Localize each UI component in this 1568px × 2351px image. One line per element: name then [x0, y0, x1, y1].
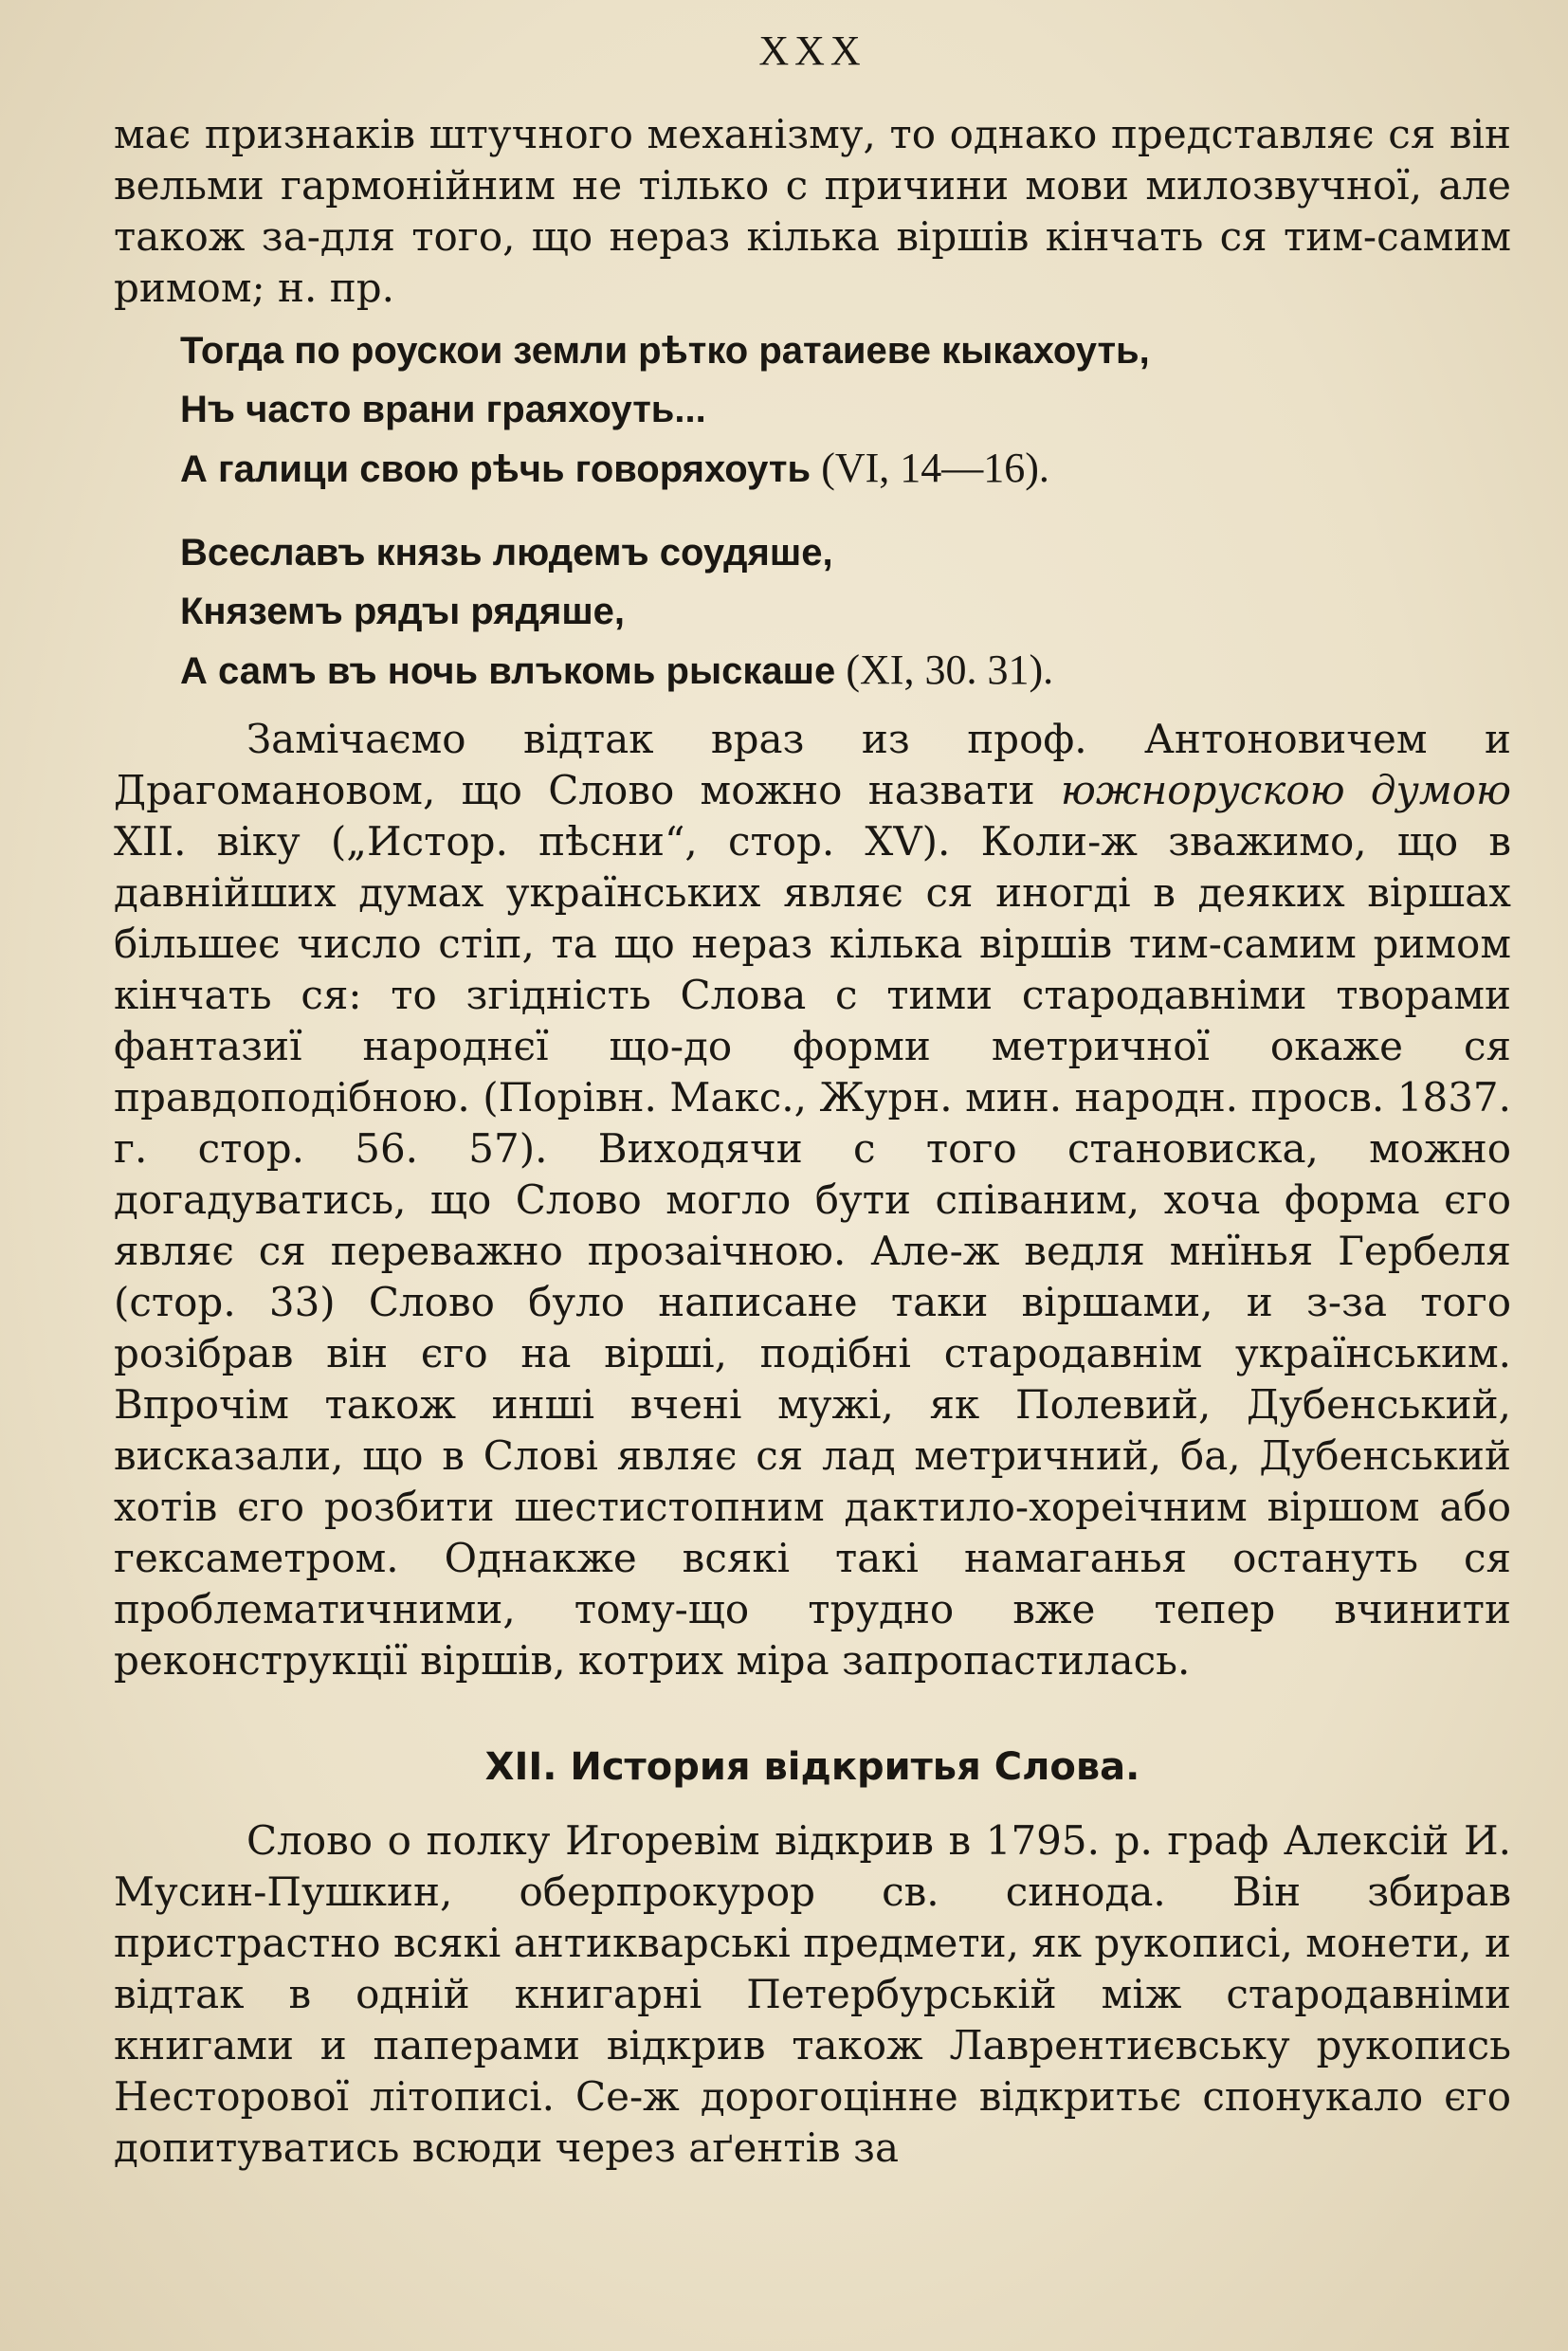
verse-line	[180, 582, 1511, 641]
section-heading: XII. История відкритья Слова.	[484, 1745, 1140, 1789]
verse-quote-2	[180, 523, 1511, 701]
verse-quote-1	[180, 321, 1511, 499]
verse-text: А самъ въ ночь влъкомь рыскаше	[180, 650, 836, 692]
paragraph-text: Замічаємо відтак враз из проф. Антоновичем и Драгомановом, що Слово можно назвати	[114, 716, 1511, 813]
verse-line	[180, 321, 1511, 380]
verse-reference: (VI, 14—16).	[821, 445, 1049, 491]
verse-reference: (XI, 30. 31).	[846, 647, 1054, 693]
verse-text: Всеславъ князь людемъ соудяше,	[180, 532, 833, 574]
verse-text: Княземъ рядъı рядяше,	[180, 591, 626, 632]
verse-line	[180, 439, 1511, 499]
paragraph-discovery: Слово о полку Игоревім відкрив в 1795. р. граф Алексій И. Мусин-Пушкин, оберпрокурор св. синода. Він збирав пристрастно всякі антикварські предмети, як рукописі, монети, и відтак в одній книгарні Петербурській між стародавніми книгами и паперами відкрив також Лаврентиєвську рукопись Несторової літописі. Се-ж дорогоцінне відкритьє спонукало єго допитуватись всюди через аґентів за	[114, 1817, 1511, 2171]
verse-line	[180, 523, 1511, 582]
paragraph-metre: має признаків штучного механізму, то однако представляє ся він вельми гармонійним не тілько с причини мови милозвучної, але також за-для того, що нераз кілька віршів кінчать ся тим-самим римом; н. пр.	[114, 111, 1511, 311]
page-number-roman: XXX	[758, 27, 866, 74]
italic-term: южнорускою думою	[1060, 767, 1511, 813]
verse-text: Тогда по роускои земли рѣтко ратаиеве кыкахоуть,	[180, 330, 1150, 372]
verse-text: Нъ часто врани граяхоуть...	[180, 389, 706, 430]
paragraph-text: XII. віку („Истор. пѣсни“, стор. XV). Коли-ж зважимо, що в давнійших думах українських являє ся иногді в деяких віршах більшеє число стіп, та що нераз кілька віршів тим-самим римом кінчать ся: то згідність Слова с тими стародавніми творами фантазиї народнєї що-до форми метричної окаже ся правдоподібною. (Порівн. Макс., Журн. мин. народн. просв. 1837. г. стор. 56. 57). Виходячи с того становиска, можно догадуватись, що Слово могло бути співаним, хоча форма єго являє ся переважно прозаічною. Але-ж ведля мнїнья Гербеля (стор. 33) Слово було написане таки віршами, и з-за того розібрав він єго на вірші, подібні стародавнім українським. Впрочім також инші вчені мужі, як Полевий, Дубенський, висказали, що в Слові являє ся лад метричний, ба, Дубенський хотів єго розбити шестистопним дактило-хореічним віршом або гексаметром. Однакже всякі такі намаганья остануть ся проблематичними, тому-що трудно вже тепер вчинити реконструкції віршів, котрих міра запропастилась.	[114, 818, 1511, 1684]
verse-line	[180, 641, 1511, 701]
verse-line	[180, 380, 1511, 439]
verse-text: А галици свою рѣчь говоряхоуть	[180, 448, 811, 490]
paragraph-duma	[114, 714, 1511, 1686]
